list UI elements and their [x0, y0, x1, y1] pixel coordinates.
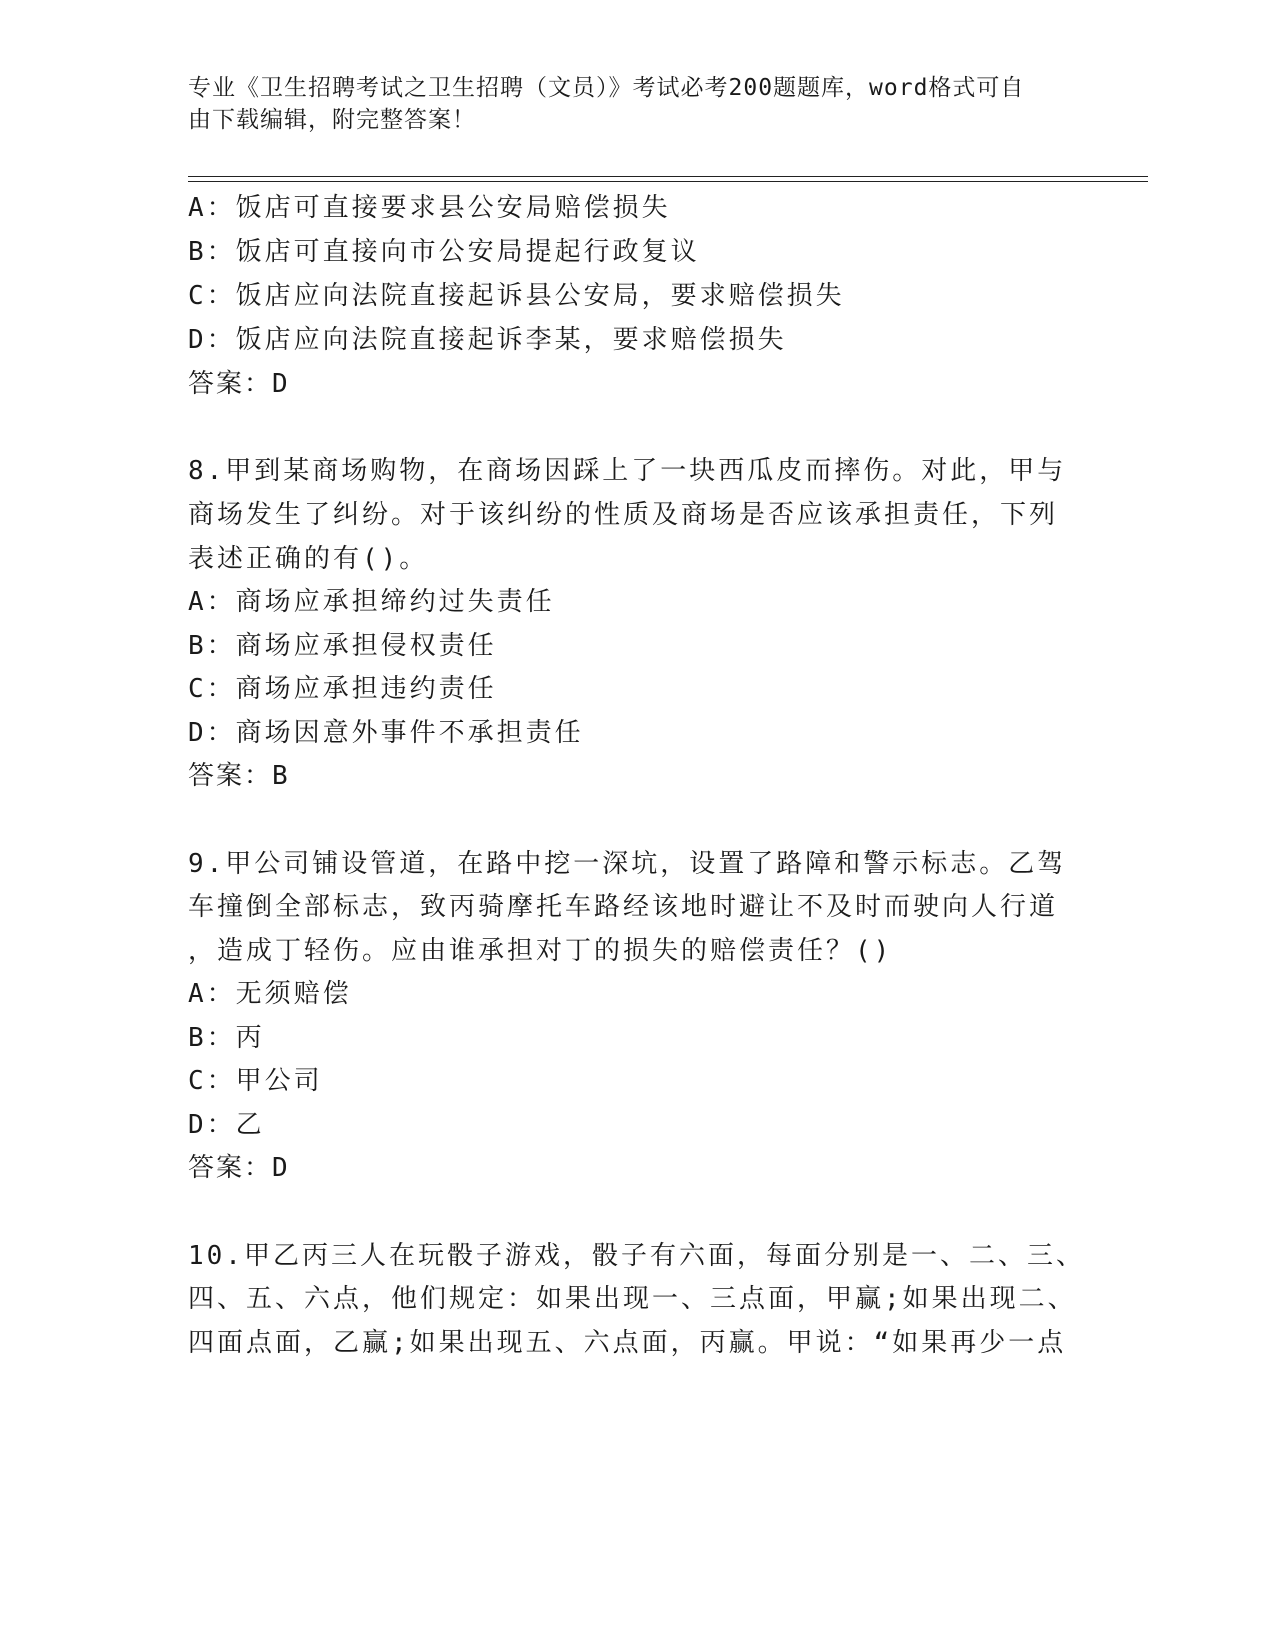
q7-option-a: A：饭店可直接要求县公安局赔偿损失: [188, 193, 671, 223]
q7-option-d: D：饭店应向法院直接起诉李某，要求赔偿损失: [188, 325, 787, 355]
header-line-2: 由下载编辑，附完整答案！: [188, 107, 476, 133]
q9-stem-line-1: 9.甲公司铺设管道，在路中挖一深坑，设置了路障和警示标志。乙驾: [188, 849, 1067, 879]
q8-stem-line-1: 8.甲到某商场购物，在商场因踩上了一块西瓜皮而摔伤。对此，甲与: [188, 456, 1067, 486]
q7-option-b: B：饭店可直接向市公安局提起行政复议: [188, 237, 700, 267]
q8-option-d: D：商场因意外事件不承担责任: [188, 718, 584, 748]
q9-option-b: B：丙: [188, 1023, 265, 1053]
header-rule-top: [188, 176, 1148, 177]
page-header: [188, 72, 1068, 136]
q8-stem-line-3: 表述正确的有()。: [188, 544, 429, 574]
q8-stem-line-2: 商场发生了纠纷。对于该纠纷的性质及商场是否应该承担责任，下列: [188, 500, 1059, 530]
q10-stem-line-1: 10.甲乙丙三人在玩骰子游戏，骰子有六面，每面分别是一、二、三、: [188, 1241, 1085, 1271]
q7-answer: 答案：D: [188, 369, 290, 399]
q10-stem-line-3: 四面点面，乙赢;如果出现五、六点面，丙赢。甲说：“如果再少一点: [188, 1328, 1067, 1358]
q7-option-c: C：饭店应向法院直接起诉县公安局，要求赔偿损失: [188, 281, 845, 311]
q10-stem-line-2: 四、五、六点，他们规定：如果出现一、三点面，甲赢;如果出现二、: [188, 1284, 1077, 1314]
q9-option-c: C：甲公司: [188, 1066, 323, 1096]
header-rule-bottom: [188, 181, 1148, 182]
q8-option-a: A：商场应承担缔约过失责任: [188, 587, 555, 617]
q9-option-a: A：无须赔偿: [188, 979, 352, 1009]
q9-option-d: D：乙: [188, 1110, 265, 1140]
q8-option-c: C：商场应承担违约责任: [188, 674, 497, 704]
q8-answer: 答案：B: [188, 761, 290, 791]
q8-option-b: B：商场应承担侵权责任: [188, 631, 497, 661]
q9-answer: 答案：D: [188, 1153, 290, 1183]
q9-stem-line-2: 车撞倒全部标志，致丙骑摩托车路经该地时避让不及时而驶向人行道: [188, 892, 1059, 922]
q9-stem-line-3: ，造成丁轻伤。应由谁承担对丁的损失的赔偿责任？(): [188, 936, 893, 966]
header-line-1: 专业《卫生招聘考试之卫生招聘（文员）》考试必考200题题库，word格式可自: [188, 75, 1025, 101]
